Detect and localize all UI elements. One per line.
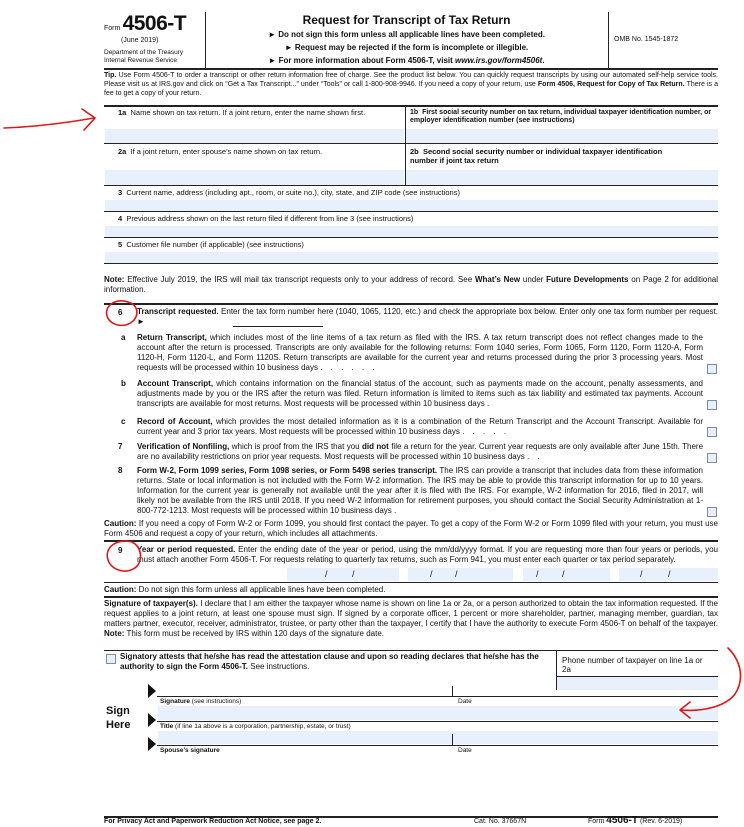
- footer-cat: Cat. No. 37667N: [474, 818, 527, 825]
- omb-number: OMB No. 1545-1872: [614, 36, 679, 43]
- line-6-text: Transcript requested. Enter the tax form number here (1040, 1065, 1120, etc.) and check the appropriate box below. Enter only one tax form number per request. ►: [137, 307, 718, 326]
- spouse-signature-label: Spouse’s signature: [160, 747, 220, 754]
- line-9-number: 9: [118, 546, 123, 555]
- spouse-date-label: Date: [458, 747, 472, 754]
- line-6b-text: Account Transcript, which contains information on the financial status of the account, such as payments made on the account, penalty assessments, and adjustments made by you or the IRS after the return was filed. Return information is limited to items such as tax liability and estimated tax payments. Account transcripts are available for most returns. Most requests will be processed within 10 business days .: [137, 379, 704, 408]
- line-8-text: Form W-2, Form 1099 series, Form 1098 series, or Form 5498 series transcript. The IRS can provide a transcript that includes data from these information returns. State or local information is not included with the Form W-2 information. The IRS may be able to provide this transcript information for up to 10 years. Information for the current year is generally not available until the year after it is filed with the IRS. For example, W-2 information for 2016, filed in 2017, will likely not be available from the IRS until 2018. If you need W-2 information for retirement purposes, you should contact the Social Security Administration at 1-800-772-1213. Most requests will be processed within 10 business days .: [137, 466, 703, 515]
- line-6a-text: Return Transcript, which includes most of the line items of a tax return as filed with the IRS. A tax return transcript does not reflect changes made to the account after the return is processed. Transcripts are only available for the following returns: Form 1040 series, Form 1065, Form 1120, Form 1120-A, Form 1120-H, Form 1120-L, and Form 1120S. Return transcripts are available for the current year and returns processed during the prior 3 processing years. Most requests will be processed within 10 business days . . . . . .: [137, 333, 703, 372]
- line-6b-letter: b: [121, 379, 126, 388]
- line-7-text: Verification of Nonfiling, which is proof from the IRS that you did not file a return for the year. Current year requests are only available after June 15th. There are no availability restrictions on prior year requests. Most requests will be processed within 10 business days . .: [137, 442, 704, 461]
- caution-2: Caution: Do not sign this form unless all applicable lines have been completed.: [104, 585, 386, 594]
- note-paragraph: Note: Effective July 2019, the IRS will mail tax transcript requests only to your address of record. See What’s New under Future Developments on Page 2 for additional information.: [104, 275, 719, 294]
- date-sep: /: [640, 569, 643, 579]
- line-7-number: 7: [118, 442, 123, 451]
- title-label: Title (if line 1a above is a corporation, partnership, estate, or trust): [160, 723, 351, 730]
- header-bullet-2: ► Request may be rejected if the form is incomplete or illegible.: [284, 43, 529, 52]
- footer-privacy: For Privacy Act and Paperwork Reduction Act Notice, see page 2.: [104, 818, 322, 825]
- line-9-text: Year or period requested. Enter the ending date of the year or period, using the mm/dd/yyyy format. If you are requesting more than four years or periods, you must attach another Form 4506-T. For requests relating to quarterly tax returns, such as Form 941, you must enter each quarter or tax period separately.: [137, 545, 718, 564]
- line-6c-letter: c: [121, 417, 126, 426]
- form-word: Form: [104, 25, 121, 32]
- signature-paragraph: Signature of taxpayer(s). I declare that I am either the taxpayer whose name is shown on line 1a or 2a, or a person authorized to obtain the tax information requested. If the request applies to a joint return, at least one spouse must sign. If signed by a corporate officer, 1 percent or more shareholder, partner, managing member, guardian, tax matters partner, executor, receiver, administrator, trustee, or party other than the taxpayer, I certify that I have the authority to execute Form 4506-T on behalf of the taxpayer. Note: This form must be received by IRS within 120 days of the signature date.: [104, 599, 718, 638]
- caution-1: Caution: If you need a copy of Form W-2 or Form 1099, you should first contact the payer. To get a copy of the Form W-2 or Form 1099 filed with your return, you must use Form 4506 and request a copy of your return, which includes all attachments.: [104, 519, 718, 538]
- tip-paragraph: Tip. Use Form 4506-T to order a transcript or other return information free of charge. See the product list below. You can quickly request transcripts by using our automated self-help service tools. Please visit us at IRS.gov and click on “Get a Tax Transcript...” under “Tools” or call 1-800-908-9946. If you need a copy of your return, use Form 4506, Request for Copy of Tax Return. There is a fee to get a copy of your return.: [104, 72, 718, 97]
- annotation-circle-line-6: [107, 301, 137, 325]
- date-sep: /: [536, 569, 539, 579]
- line-8-number: 8: [118, 466, 123, 475]
- date-sep: /: [455, 569, 458, 579]
- form-title: Request for Transcript of Tax Return: [302, 13, 511, 27]
- irs-link[interactable]: www.irs.gov/form4506t: [455, 56, 543, 65]
- here-label: Here: [106, 719, 131, 731]
- date-sep: /: [430, 569, 433, 579]
- date-sep: /: [562, 569, 565, 579]
- date-sep: /: [325, 569, 328, 579]
- sign-label: Sign: [106, 705, 130, 717]
- line-6c-text: Record of Account, which provides the most detailed information as it is a combination of the Return Transcript and the Account Transcript. Available for current year and 3 prior tax years. Most requests will be processed within 10 business days . . . . .: [137, 417, 704, 436]
- signature-label: Signature (see instructions): [160, 698, 242, 705]
- phone-label: Phone number of taxpayer on line 1a or 2a: [562, 656, 703, 675]
- annotation-arrow-left: [4, 109, 95, 130]
- line-5-label: 5 Customer file number (if applicable) (see instructions): [118, 240, 304, 249]
- line-3-label: 3 Current name, address (including apt., room, or suite no.), city, state, and ZIP code (see instructions): [118, 188, 460, 197]
- footer-form: Form 4506-T (Rev. 6-2019): [588, 815, 683, 826]
- line-4-label: 4 Previous address shown on the last return filed if different from line 3 (see instructions): [118, 214, 414, 223]
- line-6-number: 6: [118, 308, 123, 317]
- attestation-text: Signatory attests that he/she has read the attestation clause and upon so reading declares that he/she has the authority to sign the Form 4506-T. See instructions.: [120, 652, 539, 671]
- line-2a-label: 2a If a joint return, enter spouse’s name shown on tax return.: [118, 147, 323, 156]
- line-1b-label: 1b First social security number on tax return, individual taxpayer identification number, or employer identification number (see instructions): [410, 109, 712, 125]
- date-sep: /: [668, 569, 671, 579]
- line-6a-letter: a: [121, 333, 126, 342]
- dept-treasury: Department of the Treasury: [104, 49, 184, 56]
- header-bullet-1: ► Do not sign this form unless all applicable lines have been completed.: [268, 30, 545, 39]
- date-sep: /: [352, 569, 355, 579]
- line-1a-label: 1a Name shown on tax return. If a joint return, enter the name shown first.: [118, 108, 366, 117]
- annotation-circle-line-9: [107, 541, 140, 571]
- form-date: (June 2019): [121, 37, 159, 44]
- form-number: 4506-T: [122, 12, 187, 35]
- line-2b-label: 2b Second social security number or individual taxpayer identification number if joint tax return: [410, 147, 663, 165]
- annotation-arrow-right: [680, 648, 740, 718]
- dept-irs: Internal Revenue Service: [104, 57, 177, 64]
- signature-date-label: Date: [458, 698, 472, 705]
- header-bullet-3: ► For more information about Form 4506-T, visit www.irs.gov/form4506t.: [268, 56, 545, 65]
